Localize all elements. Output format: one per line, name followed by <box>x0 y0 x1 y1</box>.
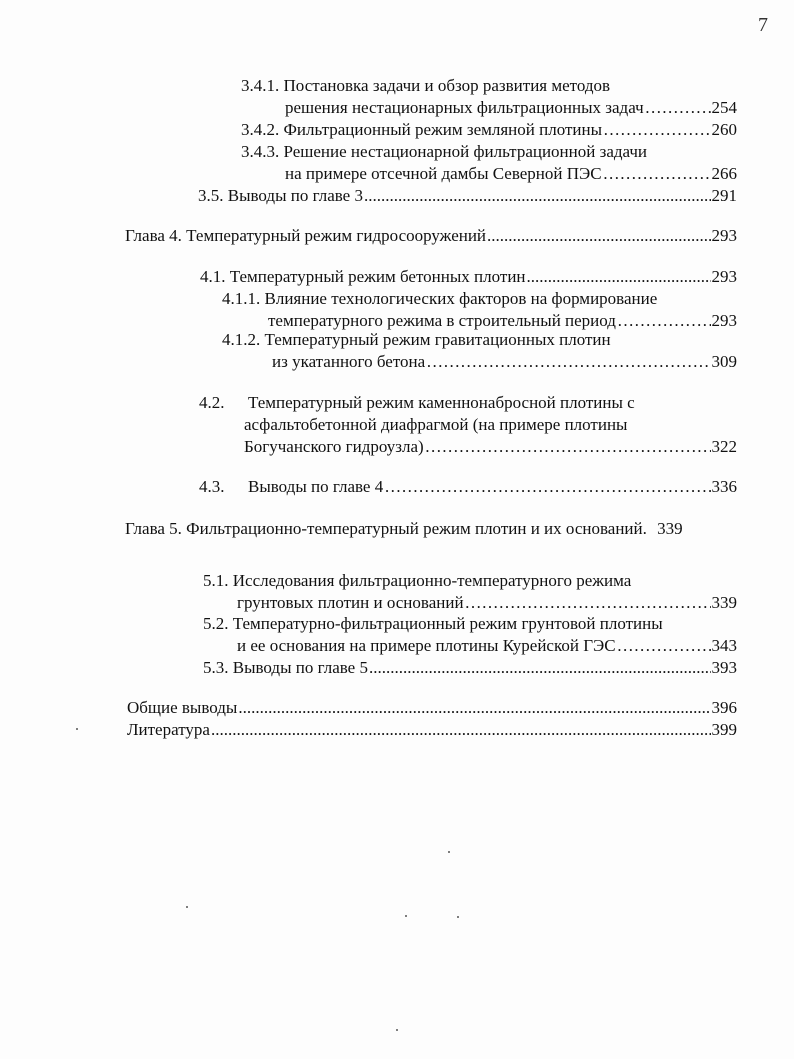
toc-page-number: 260 <box>711 120 737 139</box>
toc-entry-title: Общие выводы <box>127 698 238 717</box>
scan-speck <box>76 728 78 730</box>
toc-page-number: 339 <box>657 519 683 538</box>
toc-entry-4-2-line1: Температурный режим каменнонабросной плотины с <box>248 393 635 412</box>
toc-entry-4-2-number: 4.2. <box>199 393 225 412</box>
toc-leader-dots <box>238 697 710 719</box>
toc-entry-title: Глава 4. Температурный режим гидросооружений <box>125 226 487 245</box>
toc-page-number: 399 <box>711 720 737 739</box>
toc-entry-references[interactable] <box>127 719 737 741</box>
toc-leader-dots <box>426 351 710 373</box>
toc-entry-3-4-2[interactable] <box>241 119 737 141</box>
toc-entry-3-5[interactable] <box>198 185 737 207</box>
toc-entry-title: решения нестационарных фильтрационных задач <box>285 98 644 117</box>
toc-entry-chapter-4[interactable] <box>125 225 737 247</box>
toc-page-number: 396 <box>711 698 737 717</box>
toc-leader-dots <box>364 185 711 207</box>
toc-entry-title: 3.5. Выводы по главе 3 <box>198 186 363 205</box>
toc-entry-chapter-5[interactable] <box>125 518 683 540</box>
toc-entry-4-1-2[interactable] <box>272 351 737 373</box>
toc-leader-dots <box>645 97 711 119</box>
toc-page-number: 309 <box>711 352 737 371</box>
toc-leader-dots <box>384 476 710 498</box>
toc-entry-3-4-1[interactable] <box>285 97 737 119</box>
toc-entry-title: Глава 5. Фильтрационно-температурный режим плотин и их оснований. <box>125 519 647 538</box>
scan-speck <box>396 1029 398 1031</box>
toc-entry-3-4-1-line1: 3.4.1. Постановка задачи и обзор развития методов <box>241 76 611 95</box>
toc-entry-4-3-number: 4.3. <box>199 477 225 496</box>
page-number: 7 <box>758 14 768 36</box>
scan-speck <box>457 916 459 918</box>
toc-page-number: 293 <box>711 267 737 286</box>
toc-entry-4-2-line2: асфальтобетонной диафрагмой (на примере плотины <box>244 415 628 434</box>
toc-entry-title: Литература <box>127 720 210 739</box>
toc-leader-dots <box>617 635 711 657</box>
scan-speck <box>186 906 188 908</box>
toc-entry-title: из укатанного бетона <box>272 352 426 371</box>
toc-entry-5-1[interactable] <box>237 592 737 614</box>
toc-page-number: 254 <box>711 98 737 117</box>
toc-entry-4-1-1-line1: 4.1.1. Влияние технологических факторов на формирование <box>222 289 658 308</box>
toc-page-number: 291 <box>711 186 737 205</box>
toc-entry-3-4-3-line1: 3.4.3. Решение нестационарной фильтрационной задачи <box>241 142 648 161</box>
toc-entry-4-3[interactable] <box>248 476 737 498</box>
toc-entry-4-1-2-line1: 4.1.2. Температурный режим гравитационных плотин <box>222 330 611 349</box>
toc-entry-5-3[interactable] <box>203 657 737 679</box>
toc-leader-dots <box>369 657 711 679</box>
toc-entry-3-4-3[interactable] <box>285 163 737 185</box>
toc-entry-5-2-line1: 5.2. Температурно-фильтрационный режим грунтовой плотины <box>203 614 663 633</box>
toc-leader-dots <box>211 719 711 741</box>
toc-entry-title: 3.4.2. Фильтрационный режим земляной плотины <box>241 120 603 139</box>
toc-leader-dots <box>617 310 711 332</box>
toc-entry-title: Богучанского гидроузла) <box>244 437 424 456</box>
toc-page-number: 343 <box>711 636 737 655</box>
toc-leader-dots <box>603 163 711 185</box>
toc-entry-title: температурного режима в строительный период <box>268 311 616 330</box>
toc-entry-title: грунтовых плотин и оснований <box>237 593 464 612</box>
toc-leader-dots <box>465 592 711 614</box>
scan-speck <box>405 915 407 917</box>
toc-entry-5-2[interactable] <box>237 635 737 657</box>
toc-page-number: 266 <box>711 164 737 183</box>
toc-entry-title: Выводы по главе 4 <box>248 477 384 496</box>
toc-page-number: 336 <box>711 477 737 496</box>
toc-entry-4-1[interactable] <box>200 266 737 288</box>
toc-entry-title: на примере отсечной дамбы Северной ПЭС <box>285 164 602 183</box>
toc-page-number: 293 <box>711 226 737 245</box>
scan-speck <box>448 851 450 853</box>
toc-entry-5-1-line1: 5.1. Исследования фильтрационно-температурного режима <box>203 571 632 590</box>
toc-leader-dots <box>527 266 711 288</box>
toc-entry-title: 5.3. Выводы по главе 5 <box>203 658 368 677</box>
toc-leader-dots <box>487 225 710 247</box>
toc-entry-4-2[interactable] <box>244 436 737 458</box>
toc-entry-title: и ее основания на примере плотины Курейской ГЭС <box>237 636 616 655</box>
toc-page-number: 393 <box>711 658 737 677</box>
toc-leader-dots <box>425 436 711 458</box>
toc-leader-dots <box>603 119 710 141</box>
toc-entry-conclusions[interactable] <box>127 697 737 719</box>
toc-page-number: 293 <box>711 311 737 330</box>
toc-entry-title: 4.1. Температурный режим бетонных плотин <box>200 267 526 286</box>
toc-page-number: 322 <box>711 437 737 456</box>
toc-page-number: 339 <box>711 593 737 612</box>
